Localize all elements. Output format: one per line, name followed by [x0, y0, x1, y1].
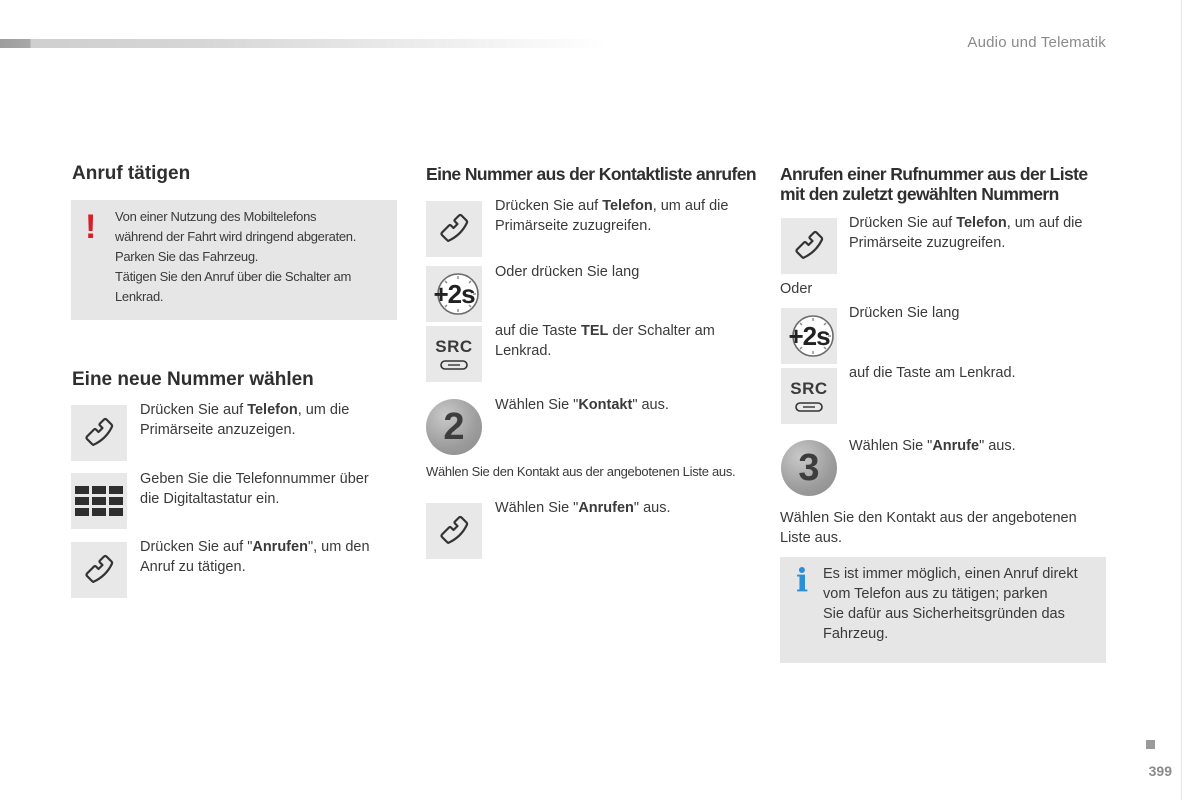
warning-text: Von einer Nutzung des Mobiltelefons während der Fahrt wird dringend abgeraten. Parken Sie das Fahrzeug. Tätigen Sie den Anruf über die Schalter am Lenkrad.	[115, 209, 357, 304]
step-telefon-text: Drücken Sie auf Telefon, um die Primärseite anzuzeigen.	[140, 402, 350, 438]
long-press-tile	[781, 308, 837, 364]
step-tel-text: auf die Taste TEL der Schalter am Lenkrad.	[495, 323, 715, 359]
src-button-tile	[426, 326, 482, 382]
warning-box	[71, 200, 397, 320]
step-telefon-text: Drücken Sie auf Telefon, um auf die Primärseite zuzugreifen.	[495, 198, 729, 234]
src-label: SRC	[790, 378, 828, 398]
heading-anruf-taetigen: Anruf tätigen	[72, 163, 191, 184]
page-edge-line	[1181, 0, 1182, 800]
page-number: 399	[1148, 763, 1172, 779]
step-lenkrad-text: auf die Taste am Lenkrad.	[849, 365, 1016, 381]
phone-tile	[426, 201, 482, 257]
section-title: Audio und Telematik	[967, 34, 1106, 51]
phone-tile	[71, 405, 127, 461]
header-gradient-bar	[0, 39, 610, 48]
heading-kontaktliste: Eine Nummer aus der Kontaktliste anrufen	[426, 164, 756, 184]
keypad-icon	[74, 485, 124, 517]
step-number-badge: 2	[426, 399, 482, 455]
src-label: SRC	[435, 336, 473, 356]
step-anrufen-text: Drücken Sie auf "Anrufen", um den Anruf zu tätigen.	[140, 539, 370, 575]
info-text: Es ist immer möglich, einen Anruf direkt vom Telefon aus zu tätigen; parken Sie dafür aus Sicherheitsgründen das Fahrzeug.	[823, 566, 1078, 642]
handset-icon	[795, 401, 823, 413]
step-keypad-text: Geben Sie die Telefonnummer über die Digitaltastatur ein.	[140, 471, 369, 507]
step-kontakt-text: Wählen Sie "Kontakt" aus.	[495, 397, 669, 413]
step-anrufe-text: Wählen Sie "Anrufe" aus.	[849, 438, 1016, 454]
phone-icon	[83, 417, 115, 449]
phone-icon	[438, 515, 470, 547]
phone-icon	[83, 554, 115, 586]
step-number-badge: 3	[781, 440, 837, 496]
handset-icon	[440, 359, 468, 371]
phone-icon	[438, 213, 470, 245]
step-telefon-text: Drücken Sie auf Telefon, um auf die Primärseite zuzugreifen.	[849, 215, 1083, 251]
phone-tile	[71, 542, 127, 598]
heading-zuletzt-gewaehlt: Anrufen einer Rufnummer aus der Liste mit den zuletzt gewählten Nummern	[780, 164, 1088, 204]
phone-tile	[781, 218, 837, 274]
kontakt-note: Wählen Sie den Kontakt aus der angebotenen Liste aus.	[426, 464, 736, 479]
phone-tile	[426, 503, 482, 559]
phone-icon	[793, 230, 825, 262]
long-press-label: +2s	[433, 279, 475, 309]
page-marker	[1146, 740, 1155, 749]
exclamation-icon: !	[85, 208, 97, 246]
long-press-tile	[426, 266, 482, 322]
keypad-tile	[71, 473, 127, 529]
step-anrufen-text: Wählen Sie "Anrufen" aus.	[495, 500, 671, 516]
step-long-press-text: Oder drücken Sie lang	[495, 264, 640, 280]
src-button-tile	[781, 368, 837, 424]
info-icon: i	[796, 561, 809, 599]
step-long-press-text: Drücken Sie lang	[849, 305, 960, 321]
heading-neue-nummer: Eine neue Nummer wählen	[72, 369, 314, 390]
kontakt-note: Wählen Sie den Kontakt aus der angebotenen Liste aus.	[780, 510, 1077, 546]
long-press-label: +2s	[788, 321, 830, 351]
oder-label: Oder	[780, 281, 813, 297]
info-box	[780, 557, 1106, 663]
